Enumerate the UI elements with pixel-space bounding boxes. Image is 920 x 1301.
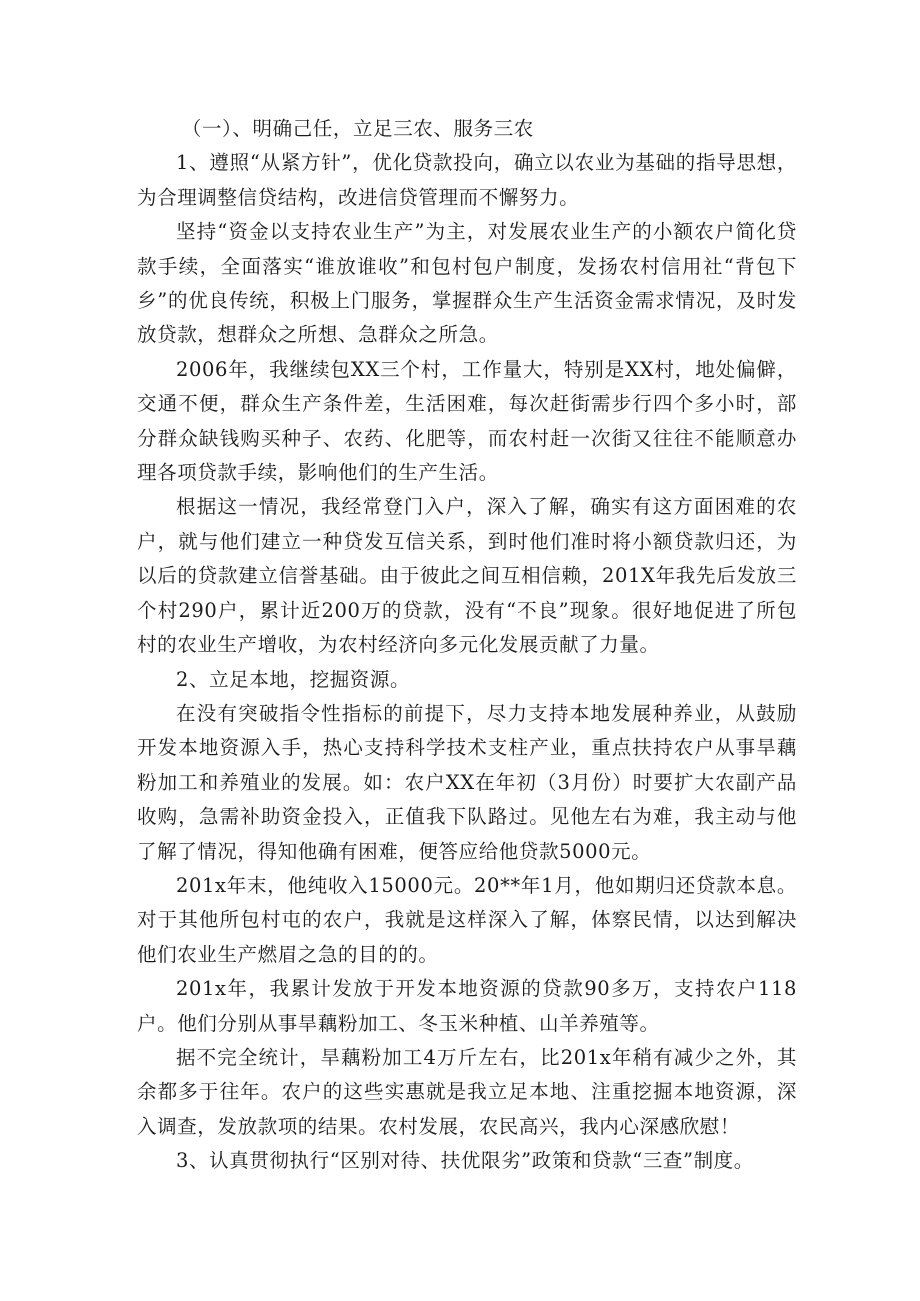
paragraph-4: 根据这一情况，我经常登门入户，深入了解，确实有这方面困难的农户，就与他们建立一种贷发互信关系，到时他们准时将小额贷款归还，为以后的贷款建立信誉基础。由于彼此之间互相信赖，201X年我先后发放三个村290户，累计近200万的贷款，没有“不良”现象。很好地促进了所包村的农业生产增收，为农村经济向多元化发展贡献了力量。: [137, 495, 797, 657]
paragraph-8: 201x年，我累计发放于开发本地资源的贷款90多万，支持农户118户。他们分别从事旱藕粉加工、冬玉米种植、山羊养殖等。: [137, 977, 797, 1035]
paragraph-5-subheading: 2、立足本地，挖掘资源。: [176, 667, 411, 691]
paragraph-7: 201x年末，他纯收入15000元。20**年1月，他如期归还贷款本息。对于其他所包村屯的农户，我就是这样深入了解，体察民情，以达到解决他们农业生产燃眉之急的目的的。: [137, 873, 797, 966]
document-body: [137, 112, 797, 1179]
paragraph-9: 据不完全统计，旱藕粉加工4万斤左右，比201x年稍有减少之外，其余都多于往年。农户的这些实惠就是我立足本地、注重挖掘本地资源，深入调查，发放款项的结果。农村发展，农民高兴，我内心深感欣慰！: [137, 1045, 797, 1138]
paragraph-3: 2006年，我继续包XX三个村，工作量大，特别是XX村，地处偏僻，交通不便，群众生产条件差，生活困难，每次赶街需步行四个多小时，部分群众缺钱购买种子、农药、化肥等，而农村赶一次街又往往不能顺意办理各项贷款手续，影响他们的生产生活。: [137, 357, 797, 485]
paragraph-1: 1、遵照“从紧方针”，优化贷款投向，确立以农业为基础的指导思想，为合理调整信贷结构，改进信贷管理而不懈努力。: [137, 151, 797, 209]
paragraph-6: 在没有突破指令性指标的前提下，尽力支持本地发展种养业，从鼓励开发本地资源入手，热心支持科学技术支柱产业，重点扶持农户从事旱藕粉加工和养殖业的发展。如：农户XX在年初（3月份）时要扩大农副产品收购，急需补助资金投入，正值我下队路过。见他左右为难，我主动与他了解了情况，得知他确有困难，便答应给他贷款5000元。: [137, 701, 797, 863]
paragraph-2: 坚持“资金以支持农业生产”为主，对发展农业生产的小额农户简化贷款手续，全面落实“谁放谁收”和包村包户制度，发扬农村信用社“背包下乡”的优良传统，积极上门服务，掌握群众生产生活资金需求情况，及时发放贷款，想群众之所想、急群众之所急。: [137, 220, 797, 347]
paragraph-10-subheading: 3、认真贯彻执行“区别对待、扶优限劣”政策和贷款“三查”制度。: [176, 1149, 754, 1173]
section-heading: （一）、明确己任，立足三农、服务三农: [181, 117, 534, 140]
